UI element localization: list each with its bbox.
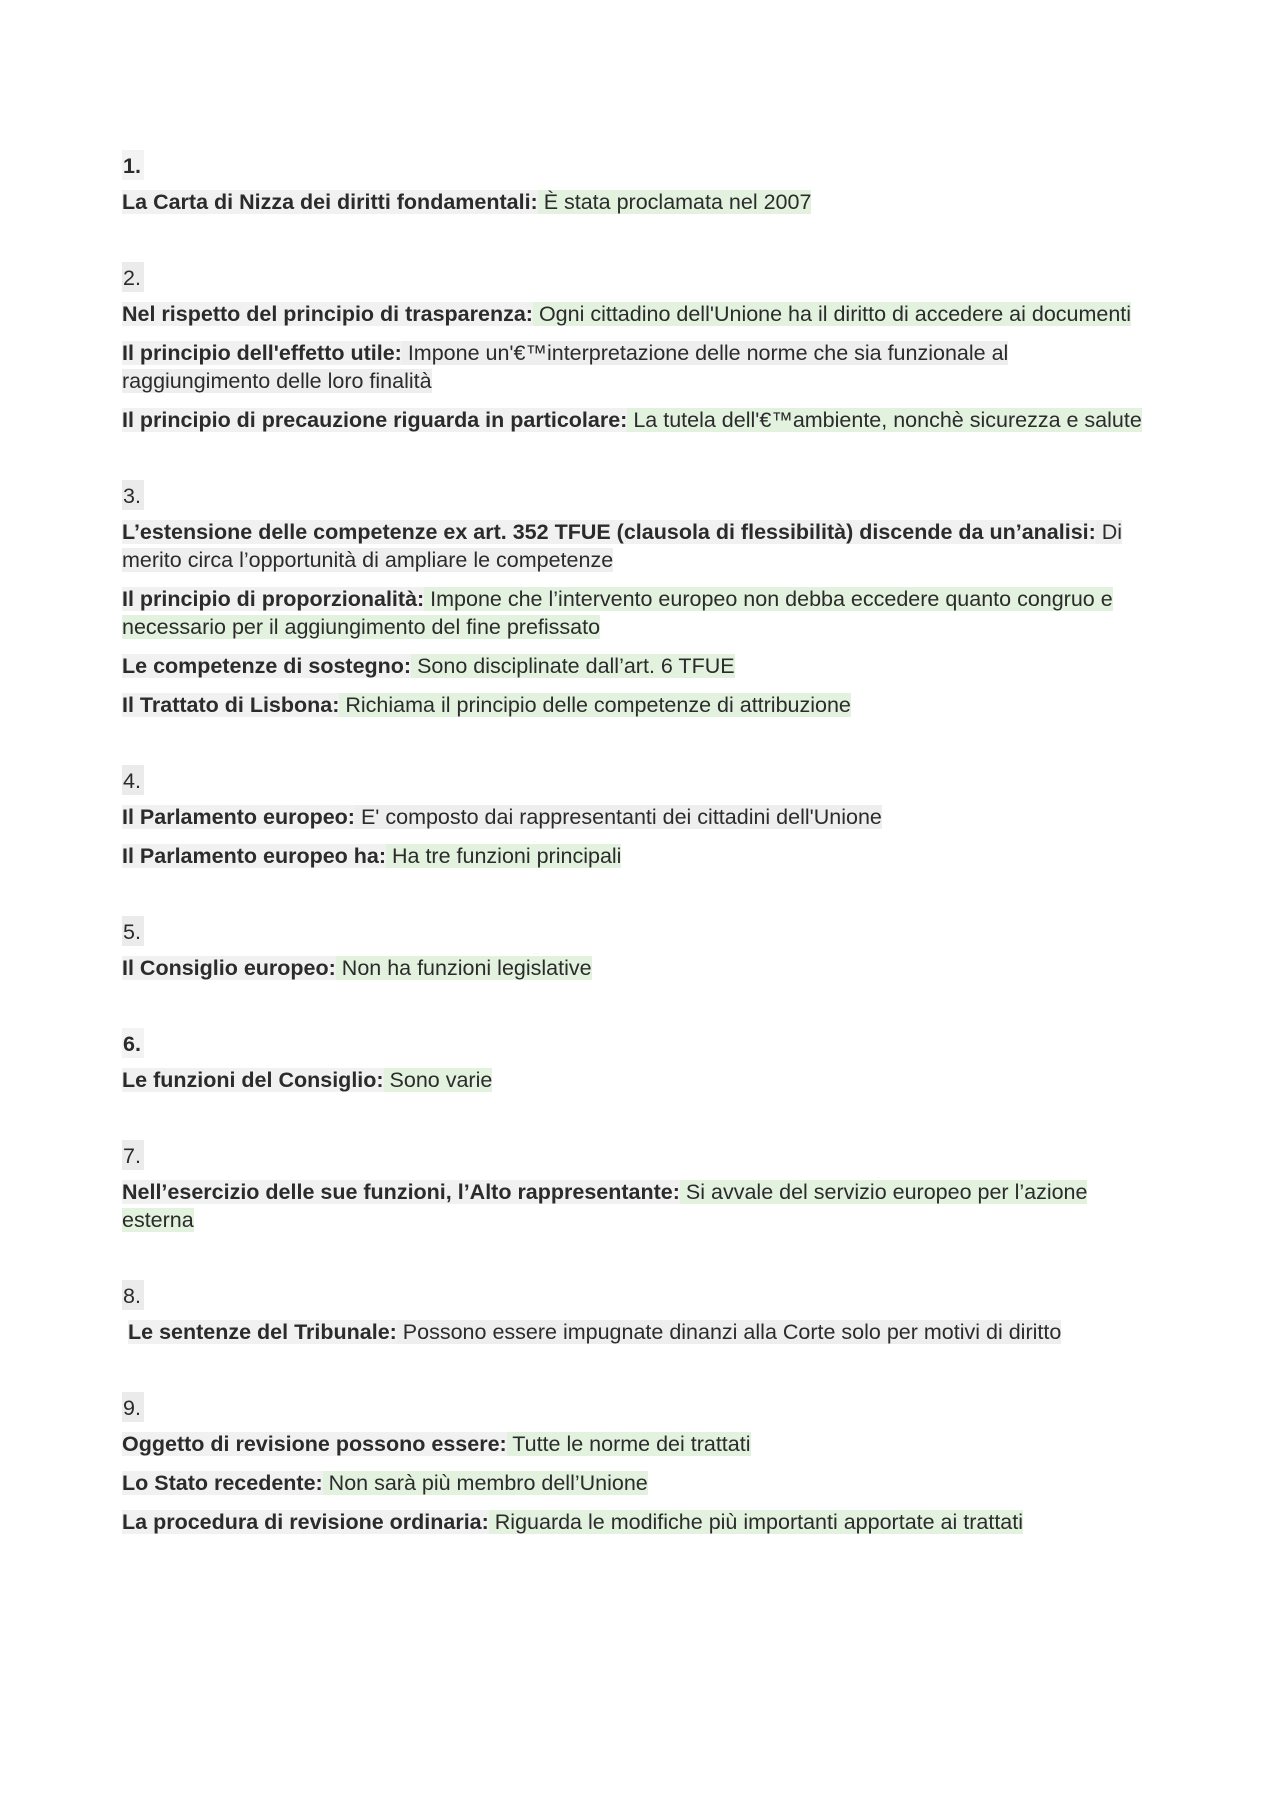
answer-text: Riguarda le modifiche più importanti apportate ai trattati — [488, 1510, 1024, 1534]
section-number: 1. — [122, 150, 144, 180]
qa-item — [122, 652, 1162, 680]
section-number: 2. — [122, 262, 144, 292]
qa-item — [122, 691, 1162, 719]
qa-item — [122, 1318, 1162, 1346]
qa-item — [122, 406, 1162, 434]
section-number: 9. — [122, 1392, 144, 1422]
qa-item — [122, 1469, 1162, 1497]
qa-item — [122, 1178, 1162, 1234]
section-2 — [122, 262, 1162, 434]
section-6 — [122, 1028, 1162, 1094]
section-1 — [122, 150, 1162, 216]
answer-text: Di merito circa l’opportunità di ampliare le competenze — [122, 520, 1123, 572]
question-text: Il Consiglio europeo: — [122, 956, 336, 980]
answer-text: Impone che l’intervento europeo non debba eccedere quanto congruo e necessario per il aggiungimento del fine prefissato — [122, 587, 1113, 639]
section-4 — [122, 765, 1162, 870]
question-text: Nel rispetto del principio di trasparenza: — [122, 302, 533, 326]
question-text: Il Trattato di Lisbona: — [122, 693, 340, 717]
qa-item — [122, 585, 1162, 641]
question-text: Il principio dell'effetto utile: — [122, 341, 402, 365]
quiz-answers — [122, 150, 1162, 1582]
question-text: Il principio di precauzione riguarda in particolare: — [122, 408, 628, 432]
qa-item — [122, 842, 1162, 870]
question-text: Lo Stato recedente: — [122, 1471, 323, 1495]
qa-item — [122, 300, 1162, 328]
answer-text: Possono essere impugnate dinanzi alla Corte solo per motivi di diritto — [396, 1320, 1062, 1344]
answer-text: E' composto dai rappresentanti dei cittadini dell'Unione — [354, 805, 882, 829]
qa-item — [122, 1508, 1162, 1536]
section-7 — [122, 1140, 1162, 1234]
section-number: 4. — [122, 765, 144, 795]
section-number: 6. — [122, 1028, 144, 1058]
section-number: 8. — [122, 1280, 144, 1310]
qa-item — [122, 339, 1162, 395]
section-number: 3. — [122, 480, 144, 510]
answer-text: Richiama il principio delle competenze di attribuzione — [339, 693, 851, 717]
qa-item — [122, 1430, 1162, 1458]
answer-text: Non ha funzioni legislative — [335, 956, 592, 980]
section-number: 5. — [122, 916, 144, 946]
question-text: La Carta di Nizza dei diritti fondamentali: — [122, 190, 538, 214]
qa-item — [122, 518, 1162, 574]
question-text: Le funzioni del Consiglio: — [122, 1068, 384, 1092]
answer-text: La tutela dell'€™ambiente, nonchè sicurezza e salute — [627, 408, 1142, 432]
answer-text: Ogni cittadino dell'Unione ha il diritto di accedere ai documenti — [532, 302, 1132, 326]
answer-text: Non sarà più membro dell’Unione — [322, 1471, 648, 1495]
qa-item — [122, 803, 1162, 831]
answer-text: Sono varie — [383, 1068, 493, 1092]
section-9 — [122, 1392, 1162, 1536]
section-8 — [122, 1280, 1162, 1346]
question-text: Le sentenze del Tribunale: — [128, 1320, 397, 1344]
question-text: Il Parlamento europeo ha: — [122, 844, 387, 868]
answer-text: Ha tre funzioni principali — [386, 844, 622, 868]
answer-text: Sono disciplinate dall’art. 6 TFUE — [411, 654, 735, 678]
answer-text: Impone un'€™interpretazione delle norme che sia funzionale al raggiungimento delle loro finalità — [122, 341, 1009, 393]
question-text: La procedura di revisione ordinaria: — [122, 1510, 489, 1534]
answer-text: Si avvale del servizio europeo per l’azione esterna — [122, 1180, 1088, 1232]
qa-item — [122, 954, 1162, 982]
question-text: L’estensione delle competenze ex art. 352 TFUE (clausola di flessibilità) discende da un’analisi: — [122, 520, 1096, 544]
section-3 — [122, 480, 1162, 719]
question-text: Le competenze di sostegno: — [122, 654, 412, 678]
question-text: Il Parlamento europeo: — [122, 805, 355, 829]
qa-item — [122, 188, 1162, 216]
answer-text: È stata proclamata nel 2007 — [537, 190, 812, 214]
answer-text: Tutte le norme dei trattati — [506, 1432, 751, 1456]
qa-item — [122, 1066, 1162, 1094]
section-5 — [122, 916, 1162, 982]
question-text: Nell’esercizio delle sue funzioni, l’Alto rappresentante: — [122, 1180, 680, 1204]
question-text: Il principio di proporzionalità: — [122, 587, 425, 611]
question-text: Oggetto di revisione possono essere: — [122, 1432, 507, 1456]
section-number: 7. — [122, 1140, 144, 1170]
